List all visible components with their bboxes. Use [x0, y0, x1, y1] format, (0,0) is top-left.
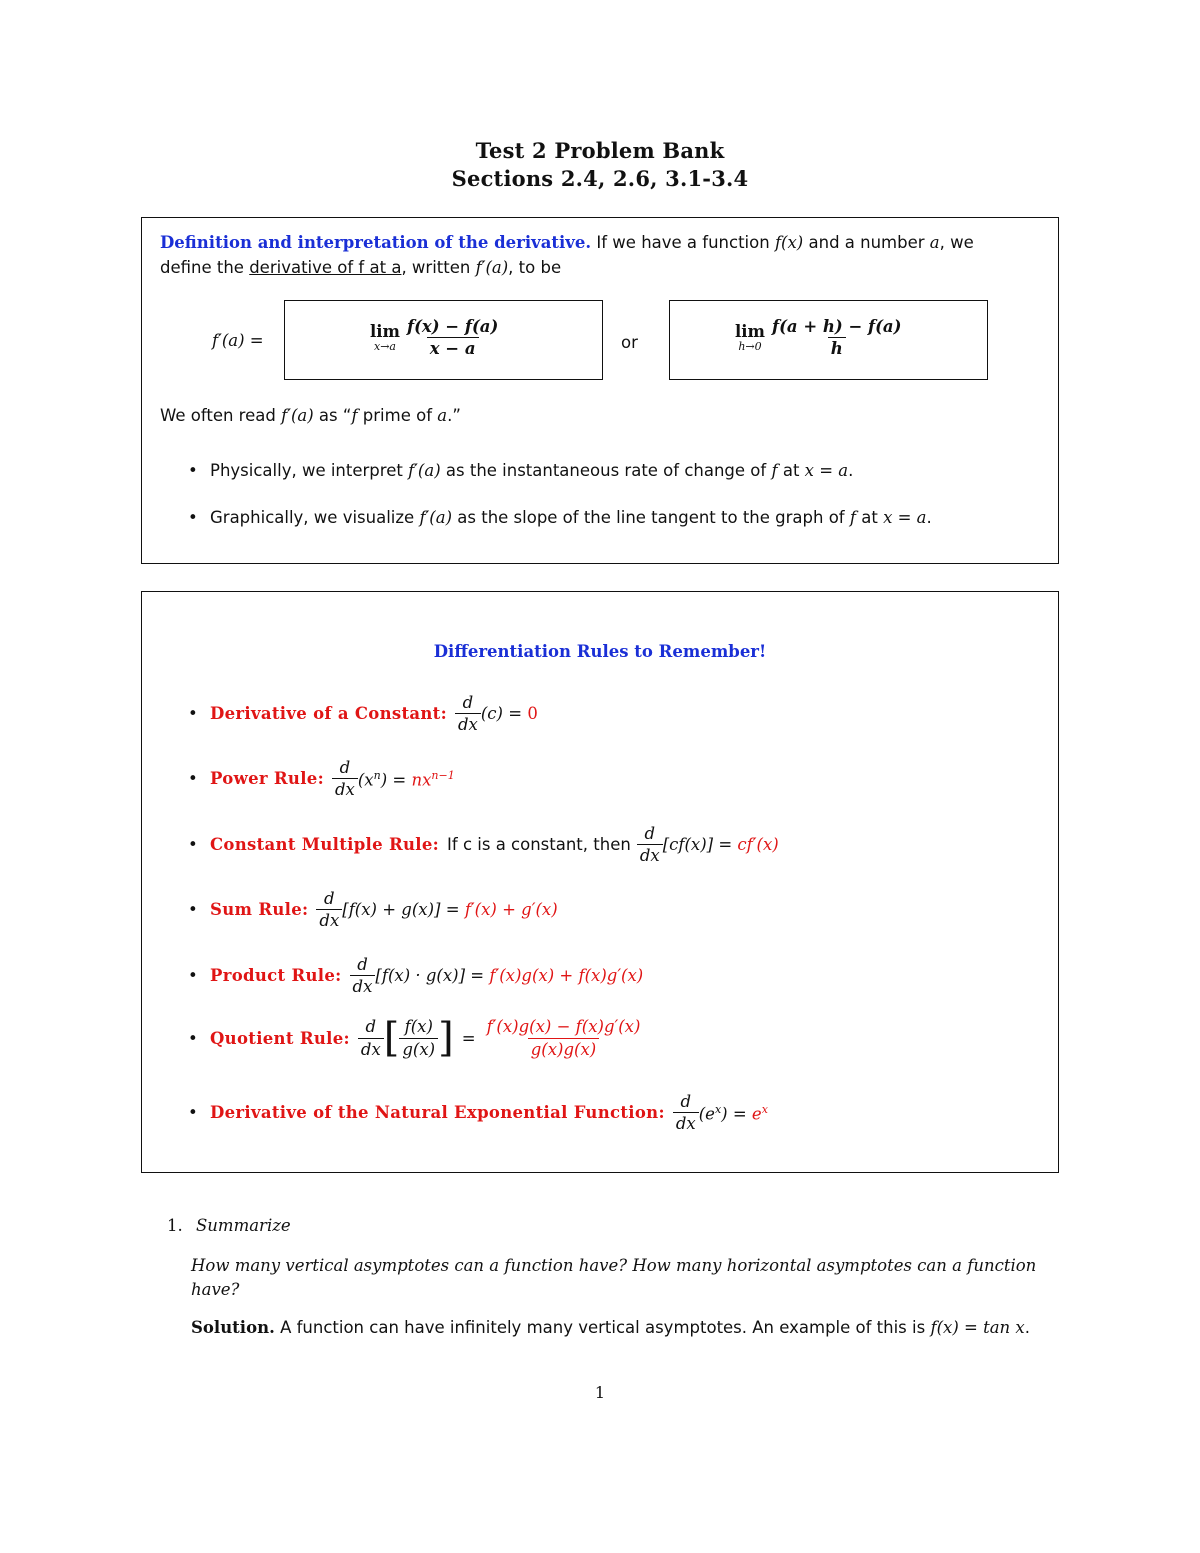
definition-line-2	[160, 258, 561, 277]
d-dx-operator	[455, 694, 481, 734]
d-numerator: d	[324, 889, 335, 908]
left-bracket: [	[383, 1015, 400, 1061]
result-denominator: g(x)g(x)	[528, 1038, 599, 1058]
d-numerator: d	[357, 955, 368, 974]
fraction-numerator-1: f(x) − f(a)	[407, 317, 499, 336]
d-dx-operator	[332, 759, 358, 799]
definition-line2-text-1: define the	[160, 258, 244, 277]
rule-label: Quotient Rule:	[210, 1028, 350, 1048]
solution-end: .	[1024, 1318, 1030, 1337]
rule-result: cf′(x)	[737, 835, 779, 855]
rule-power	[188, 759, 455, 799]
result-exponent: x	[761, 1102, 768, 1116]
rule-natural-exponential	[188, 1093, 768, 1133]
bullet-icon: •	[188, 1103, 198, 1123]
solution-label: Solution.	[191, 1318, 275, 1337]
dx-denominator: dx	[673, 1112, 699, 1132]
fraction-denominator-1: x − a	[427, 337, 479, 357]
d-numerator: d	[680, 1092, 692, 1111]
dx-denominator: dx	[455, 713, 481, 733]
limit-fraction-2	[769, 318, 904, 358]
expr-exponent: x	[714, 1102, 722, 1116]
rule-constant	[188, 694, 538, 734]
math-fprime-a-read: f′(a)	[281, 406, 314, 425]
lim-word-1: lim	[370, 322, 400, 342]
rule-result: 0	[527, 704, 538, 724]
rule-label: Sum Rule:	[210, 900, 309, 920]
definition-intro-2: and a number	[808, 233, 925, 252]
limit-expression-1	[370, 318, 501, 358]
problem-question-line-2: have?	[191, 1280, 240, 1299]
fraction-denominator-2: h	[828, 337, 846, 357]
page-number: 1	[594, 1383, 606, 1402]
expr-part: ) =	[721, 1104, 747, 1124]
rule-sum	[188, 890, 558, 930]
lim-subscript-1: x→a	[374, 339, 396, 353]
read-as-line	[160, 406, 461, 425]
definition-bullet-physical	[188, 461, 853, 480]
dx-denominator: dx	[637, 844, 663, 864]
limit-fraction-1	[404, 318, 501, 358]
bullet-text: at	[861, 508, 878, 527]
page-title: Test 2 Problem Bank	[475, 138, 725, 163]
rule-product	[188, 956, 643, 996]
bullet-icon: •	[188, 704, 198, 724]
d-dx-operator	[316, 890, 342, 930]
bullet-text: .	[848, 461, 854, 480]
bullet-text: Graphically, we visualize	[210, 508, 415, 527]
definition-heading: Definition and interpretation of the derivative.	[160, 233, 592, 252]
quotient-inner-fraction	[399, 1018, 438, 1058]
d-numerator: d	[339, 758, 351, 777]
rule-expression	[358, 769, 406, 790]
math-a-read: a	[437, 406, 448, 425]
rule-result: f′(x) + g′(x)	[464, 900, 558, 920]
bullet-icon: •	[188, 1028, 198, 1048]
rule-result	[411, 769, 454, 790]
d-dx-operator	[358, 1018, 384, 1058]
bullet-text: at	[782, 461, 800, 480]
result-part: e	[751, 1104, 762, 1124]
or-connector: or	[621, 333, 638, 352]
solution-math: f(x) = tan x	[930, 1318, 1025, 1337]
bullet-math: f′(a)	[408, 461, 441, 480]
expr-part: ) =	[380, 770, 407, 790]
result-numerator: f′(x)g(x) − f(x)g′(x)	[486, 1017, 641, 1037]
rule-expression: [f(x) · g(x)] =	[375, 966, 485, 986]
limit-operator-1	[370, 324, 400, 352]
read-text-1: We often read	[160, 406, 276, 425]
rule-result: f′(x)g(x) + f(x)g′(x)	[489, 966, 644, 986]
expr-part: (x	[357, 770, 374, 790]
d-dx-operator	[637, 825, 663, 865]
inner-denominator: g(x)	[399, 1038, 438, 1058]
quotient-result-fraction	[484, 1018, 644, 1058]
d-numerator: d	[644, 824, 656, 843]
dx-denominator: dx	[332, 778, 358, 798]
bullet-text: Physically, we interpret	[210, 461, 403, 480]
rule-label: Power Rule:	[210, 769, 324, 789]
read-text-2: as “	[318, 406, 352, 425]
bullet-icon: •	[188, 900, 198, 920]
result-part: nx	[411, 770, 432, 790]
definition-line-1	[160, 233, 974, 252]
bullet-math: f′(a)	[419, 508, 453, 527]
bullet-text: .	[926, 508, 932, 527]
rules-box	[141, 591, 1059, 1173]
rule-expression	[699, 1103, 747, 1124]
rule-expression: [cf(x)] =	[662, 835, 733, 855]
bullet-text: as the slope of the line tangent to the graph of	[457, 508, 845, 527]
d-dx-operator	[673, 1093, 699, 1133]
lim-subscript-2: h→0	[738, 339, 762, 353]
bullet-icon: •	[188, 769, 198, 789]
math-lhs: f′(a) =	[212, 331, 264, 350]
inner-numerator: f(x)	[404, 1017, 433, 1037]
definition-intro-3: , we	[939, 233, 974, 252]
bullet-icon: •	[188, 966, 198, 986]
bullet-math: x = a	[804, 461, 849, 480]
problem-number: 1.	[167, 1216, 183, 1235]
bullet-icon: •	[188, 508, 198, 527]
math-a: a	[929, 233, 940, 252]
derivative-lhs	[212, 331, 264, 350]
rule-result	[752, 1103, 768, 1124]
rule-label: Constant Multiple Rule:	[210, 835, 440, 855]
fraction-numerator-2: f(a + h) − f(a)	[772, 317, 902, 336]
bullet-icon: •	[188, 835, 198, 855]
bullet-icon: •	[188, 461, 198, 480]
limit-expression-2	[735, 318, 904, 358]
problem-1-header	[167, 1216, 291, 1235]
math-fprime-a: f′(a)	[475, 258, 509, 277]
dx-denominator: dx	[350, 975, 376, 995]
rule-expression: [f(x) + g(x)] =	[342, 900, 460, 920]
right-bracket: ]	[438, 1015, 454, 1061]
problem-title: Summarize	[196, 1216, 291, 1235]
equals-sign: =	[461, 1028, 476, 1048]
problem-solution	[191, 1318, 1030, 1337]
definition-line2-text-3: , to be	[508, 258, 562, 277]
dx-denominator: dx	[358, 1038, 384, 1058]
bullet-text: as the instantaneous rate of change of	[445, 461, 767, 480]
solution-text: A function can have infinitely many vertical asymptotes. An example of this is	[280, 1318, 926, 1337]
rule-label: Derivative of a Constant:	[210, 704, 447, 724]
d-numerator: d	[462, 693, 474, 712]
bullet-math: f	[771, 461, 778, 480]
lim-word-2: lim	[735, 322, 765, 342]
rule-text: If c is a constant, then	[447, 835, 631, 855]
rule-label: Derivative of the Natural Exponential Function:	[210, 1103, 665, 1123]
rule-expression: (c) =	[480, 704, 523, 724]
definition-bullet-graphical	[188, 508, 932, 527]
bullet-math: x = a	[883, 508, 927, 527]
expr-part: (e	[698, 1104, 715, 1124]
bullet-math: f	[849, 508, 856, 527]
rule-constant-multiple	[188, 825, 779, 865]
read-text-4: .”	[447, 406, 461, 425]
derivative-underlined-term: derivative of f at a	[249, 258, 402, 277]
read-text-3: prime of	[357, 406, 433, 425]
definition-line2-text-2: , written	[401, 258, 471, 277]
math-f-of-x: f(x)	[774, 233, 804, 252]
math-f-read: f	[351, 406, 358, 425]
result-exponent: n−1	[431, 768, 455, 782]
d-dx-operator	[350, 956, 376, 996]
limit-operator-2	[735, 324, 765, 352]
d-numerator: d	[365, 1017, 377, 1037]
rules-heading: Differentiation Rules to Remember!	[433, 642, 767, 661]
expr-exponent: n	[373, 768, 381, 782]
problem-question-line-1: How many vertical asymptotes can a function have? How many horizontal asymptotes can a function	[191, 1256, 1037, 1275]
rule-label: Product Rule:	[210, 966, 342, 986]
page-subtitle: Sections 2.4, 2.6, 3.1-3.4	[451, 166, 749, 191]
definition-intro-1: If we have a function	[596, 233, 770, 252]
dx-denominator: dx	[316, 909, 342, 929]
rule-quotient	[188, 1015, 643, 1061]
